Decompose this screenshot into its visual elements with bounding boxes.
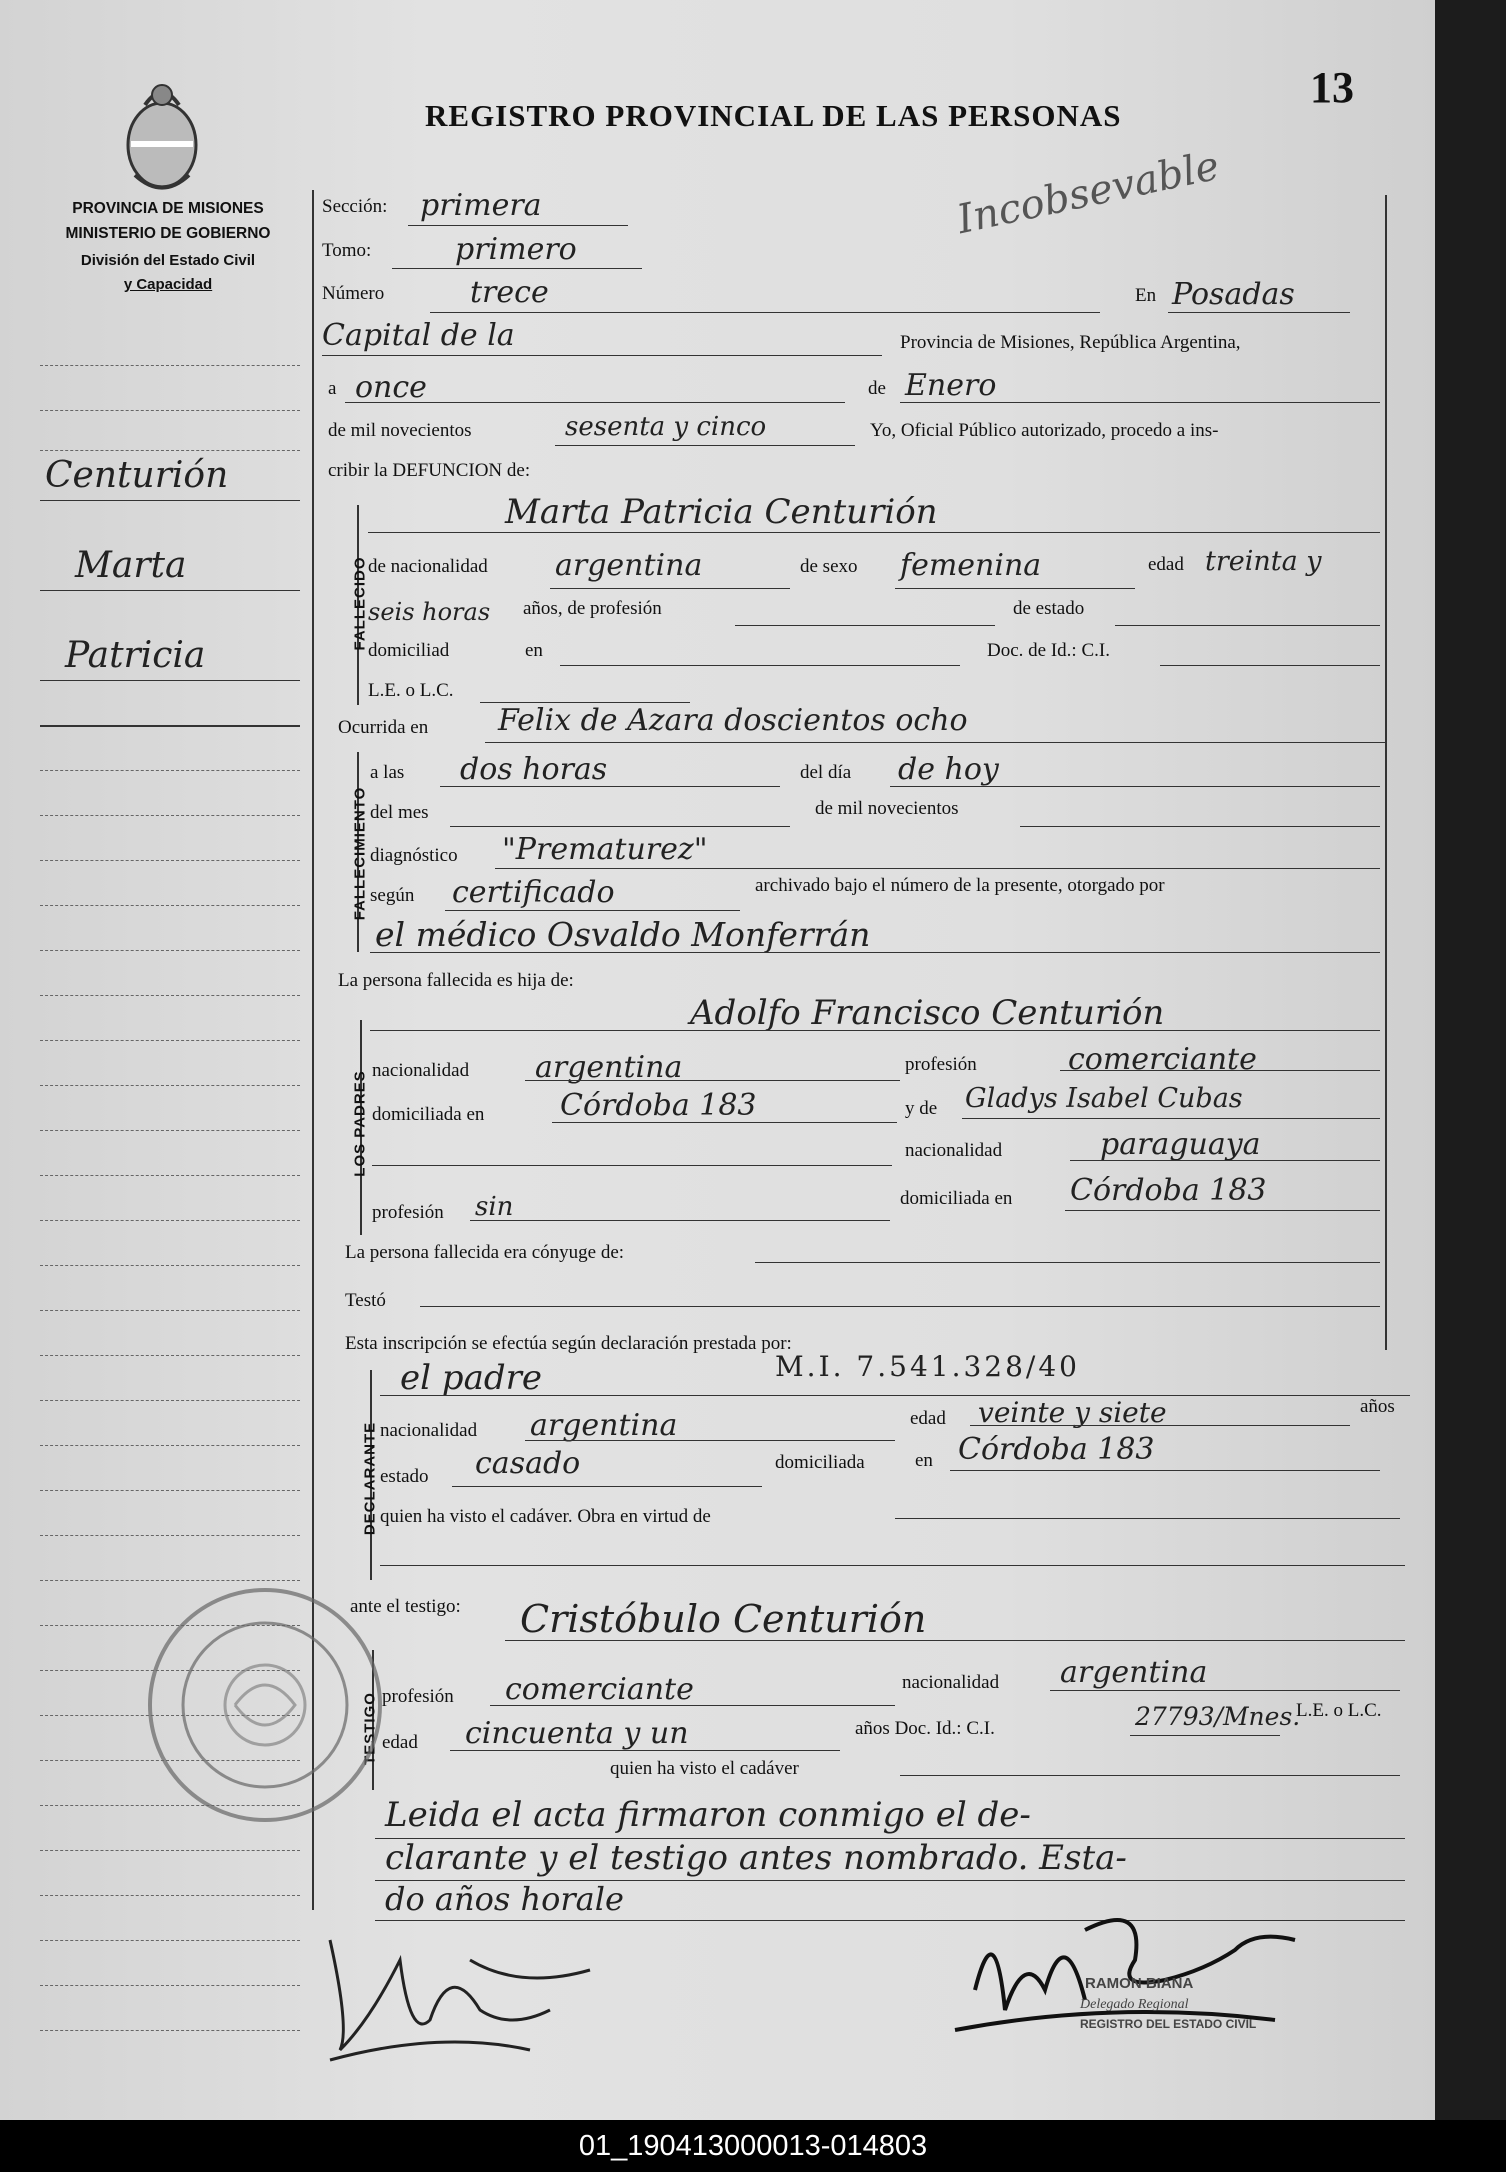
fallecido-sexo-label: de sexo: [800, 556, 858, 577]
officer-stamp-line-3: REGISTRO DEL ESTADO CIVIL: [1080, 2017, 1257, 2031]
declarante-en-label: en: [915, 1450, 933, 1471]
officer-stamp-line-1: RAMON BIANA: [1085, 1975, 1194, 1992]
en-label: En: [1135, 285, 1157, 306]
mes-line: [900, 402, 1380, 403]
madre-domicilio: Córdoba 183: [1070, 1173, 1267, 1208]
padre-dom-line: [552, 1122, 897, 1123]
dia-value: once: [355, 370, 427, 405]
padre-domicilio: Córdoba 183: [560, 1088, 757, 1123]
fallecido-edad-label: edad: [1148, 554, 1184, 575]
padre-profesion: comerciante: [1068, 1042, 1257, 1077]
testigo-nacionalidad: argentina: [1060, 1655, 1208, 1690]
frame-right-border: [1385, 195, 1387, 1350]
anio-fallecimiento-line: [1020, 826, 1380, 827]
fallecido-le-label: L.E. o L.C.: [368, 680, 454, 701]
org-line-4: y Capacidad: [123, 276, 213, 293]
fallecido-edad-2: seis horas: [368, 598, 491, 626]
de-label: de: [868, 378, 886, 399]
testigo-edad: cincuenta y un: [465, 1716, 689, 1751]
numero-line: [430, 312, 1100, 313]
testigo-prof-line: [490, 1705, 895, 1706]
margin-name-2: Patricia: [65, 635, 206, 676]
ocurrida-label: Ocurrida en: [338, 717, 429, 738]
file-id-footer: 01_190413000013-014803: [0, 2120, 1506, 2172]
padres-extra-line: [372, 1165, 892, 1166]
declarante-estado-label: estado: [380, 1466, 429, 1487]
fallecido-nacionalidad: argentina: [555, 548, 703, 583]
testigo-edad-label: edad: [382, 1732, 418, 1753]
madre-profesion: sin: [475, 1192, 514, 1222]
coat-of-arms-icon: [115, 75, 210, 195]
del-dia-label: del día: [800, 762, 852, 783]
org-line-2: MINISTERIO DE GOBIERNO: [65, 225, 271, 242]
inscripcion-text: Esta inscripción se efectúa según declaración prestada por:: [345, 1333, 792, 1354]
hora-line: [440, 786, 780, 787]
madre-nacionalidad-label: nacionalidad: [905, 1140, 1003, 1161]
ocurrida-line: [485, 742, 1385, 743]
hija-text: La persona fallecida es hija de:: [338, 970, 574, 991]
testigo-nacionalidad-label: nacionalidad: [902, 1672, 1000, 1693]
testigo-visto-text: quien ha visto el cadáver: [610, 1758, 799, 1779]
padres-section-label: LOS PADRES: [351, 1070, 369, 1177]
signature-declarante-icon: [310, 1900, 630, 2070]
fallecimiento-section-label: FALLECIMIENTO: [351, 786, 369, 921]
fallecido-anos-label: años, de profesión: [523, 598, 662, 619]
inscribir-text: cribir la DEFUNCION de:: [328, 460, 531, 481]
testigo-anos-doc-label: años Doc. Id.: C.I.: [855, 1718, 995, 1739]
declarante-edad-label: edad: [910, 1408, 946, 1429]
testo-label: Testó: [345, 1290, 386, 1311]
declarante-quien: el padre: [400, 1358, 542, 1398]
anio-value: sesenta y cinco: [565, 412, 767, 442]
seccion-value: primera: [420, 188, 542, 223]
del-mes-label: del mes: [370, 802, 429, 823]
testo-line: [420, 1306, 1380, 1307]
declarante-anos-label: años: [1360, 1396, 1395, 1417]
padre-prof-line: [1060, 1070, 1380, 1071]
provincia-text: Provincia de Misiones, República Argentina,: [900, 332, 1241, 353]
fallecido-nac-line: [550, 588, 790, 589]
fallecido-doc-label: Doc. de Id.: C.I.: [987, 640, 1110, 661]
fallecido-domiciliad-label: domiciliad: [368, 640, 450, 661]
margin-surname: Centurión: [45, 455, 229, 496]
declarante-edad: veinte y siete: [978, 1396, 1167, 1429]
fallecido-nacionalidad-label: de nacionalidad: [368, 556, 488, 577]
fallecido-estado-label: de estado: [1013, 598, 1085, 619]
y-de-label: y de: [905, 1098, 938, 1119]
en-value: Posadas: [1172, 277, 1295, 312]
medico-line: [370, 952, 1380, 953]
dia-fallecimiento: de hoy: [898, 752, 999, 787]
padre-nacionalidad: argentina: [535, 1050, 683, 1085]
fallecido-en-label: en: [525, 640, 543, 661]
testigo-edad-line: [450, 1750, 840, 1751]
declarante-dom-line: [950, 1470, 1380, 1471]
padre-profesion-label: profesión: [905, 1054, 977, 1075]
capital-line: [322, 355, 882, 356]
medico-value: el médico Osvaldo Monferrán: [375, 915, 871, 954]
fallecido-estado-line: [1115, 625, 1380, 626]
diagnostico-label: diagnóstico: [370, 845, 458, 866]
madre-line: [962, 1118, 1380, 1119]
padre-line: [370, 1030, 1380, 1031]
segun-value: certificado: [452, 875, 615, 910]
declarante-section-label: DECLARANTE: [361, 1421, 379, 1536]
conyuge-line: [755, 1262, 1380, 1263]
mes-value: Enero: [905, 368, 997, 403]
conyuge-text: La persona fallecida era cónyuge de:: [345, 1242, 625, 1263]
declarante-obra-line: [895, 1518, 1400, 1519]
numero-label: Número: [322, 283, 385, 304]
madre-nac-line: [1070, 1160, 1380, 1161]
declarante-close-line: [380, 1565, 1405, 1566]
a-las-label: a las: [370, 762, 405, 783]
mil-label: de mil novecientos: [328, 420, 472, 441]
testigo-profesion: comerciante: [505, 1672, 694, 1707]
tomo-label: Tomo:: [322, 240, 372, 261]
declarante-nacionalidad-label: nacionalidad: [380, 1420, 478, 1441]
testigo-nombre: Cristóbulo Centurión: [520, 1597, 927, 1641]
mil-fallecimiento-label: de mil novecientos: [815, 798, 959, 819]
closing-line-3: do años horale: [385, 1880, 624, 1918]
handwritten-annotation: Incobsevable: [953, 142, 1224, 244]
seccion-label: Sección:: [322, 196, 388, 217]
fallecido-sexo-line: [895, 588, 1135, 589]
testigo-nac-line: [1050, 1690, 1400, 1691]
testigo-visto-line: [900, 1775, 1400, 1776]
fallecido-sexo: femenina: [900, 548, 1042, 583]
org-line-3: División del Estado Civil: [80, 252, 256, 269]
closing-line-2: clarante y el testigo antes nombrado. Esta-: [385, 1838, 1127, 1878]
testigo-doc: 27793/Mnes.: [1135, 1702, 1301, 1731]
fallecido-profesion-line: [735, 625, 995, 626]
padre-nac-line: [525, 1080, 900, 1081]
hora-value: dos horas: [460, 752, 608, 787]
testigo-section-label: TESTIGO: [361, 1692, 379, 1765]
declarante-domiciliada-label: domiciliada: [775, 1452, 865, 1473]
mes-fallecimiento-line: [450, 826, 790, 827]
tomo-line: [392, 268, 642, 269]
anio-line: [555, 445, 855, 446]
ocurrida-value: Felix de Azara doscientos ocho: [498, 703, 968, 738]
seccion-line: [408, 225, 628, 226]
testigo-nombre-line: [505, 1640, 1405, 1641]
testigo-profesion-label: profesión: [382, 1686, 454, 1707]
tomo-value: primero: [455, 232, 577, 267]
org-line-1: PROVINCIA DE MISIONES: [72, 200, 264, 217]
diagnostico-line: [495, 868, 1380, 869]
fallecido-doc-line: [1160, 665, 1380, 666]
capital-value: Capital de la: [322, 318, 515, 353]
declarante-nacionalidad: argentina: [530, 1408, 678, 1443]
madre-profesion-label: profesión: [372, 1202, 444, 1223]
page-number: 13: [1310, 63, 1354, 112]
padre-nombre: Adolfo Francisco Centurión: [690, 993, 1165, 1033]
segun-label: según: [370, 885, 415, 906]
segun-line: [445, 910, 740, 911]
fallecido-nombre: Marta Patricia Centurión: [505, 492, 938, 532]
ante-testigo-label: ante el testigo:: [350, 1596, 461, 1617]
declarante-doc: M.I. 7.541.328/40: [775, 1350, 1080, 1383]
fallecido-domicilio-line: [560, 665, 960, 666]
fallecido-section-label: FALLECIDO: [351, 556, 369, 651]
madre-prof-line: [470, 1220, 890, 1221]
padre-domicilio-label: domiciliada en: [372, 1104, 485, 1125]
archivado-text: archivado bajo el número de la presente, otorgado por: [755, 875, 1165, 896]
page-title: REGISTRO PROVINCIAL DE LAS PERSONAS: [425, 98, 1122, 133]
declarante-nac-line: [525, 1440, 895, 1441]
declarante-edad-line: [970, 1425, 1350, 1426]
fallecido-edad: treinta y: [1205, 546, 1322, 577]
numero-value: trece: [470, 275, 549, 310]
diagnostico-value: "Prematurez": [502, 832, 708, 867]
a-label: a: [328, 378, 337, 399]
fallecido-nombre-line: [368, 532, 1380, 533]
madre-nombre: Gladys Isabel Cubas: [965, 1083, 1243, 1114]
declarante-domicilio: Córdoba 183: [958, 1432, 1155, 1467]
margin-name-1: Marta: [75, 545, 187, 586]
madre-dom-line: [1065, 1210, 1380, 1211]
oficial-text: Yo, Oficial Público autorizado, procedo a ins-: [870, 420, 1219, 441]
dia-fallecimiento-line: [890, 786, 1380, 787]
dia-line: [345, 402, 845, 403]
madre-nacionalidad: paraguaya: [1100, 1127, 1261, 1162]
declarante-estado: casado: [475, 1446, 581, 1481]
official-round-seal-icon: [140, 1580, 390, 1830]
officer-stamp-line-2: Delegado Regional: [1080, 1997, 1189, 2012]
closing-line-1: Leida el acta firmaron conmigo el de-: [385, 1795, 1031, 1835]
declarante-estado-line: [452, 1486, 762, 1487]
padre-nacionalidad-label: nacionalidad: [372, 1060, 470, 1081]
declarante-line: [380, 1395, 1410, 1396]
en-line: [1168, 312, 1350, 313]
testigo-le-label: L.E. o L.C.: [1296, 1700, 1382, 1721]
testigo-doc-line: [1130, 1735, 1280, 1736]
madre-domicilio-label: domiciliada en: [900, 1188, 1013, 1209]
declarante-visto-text: quien ha visto el cadáver. Obra en virtud de: [380, 1506, 711, 1527]
